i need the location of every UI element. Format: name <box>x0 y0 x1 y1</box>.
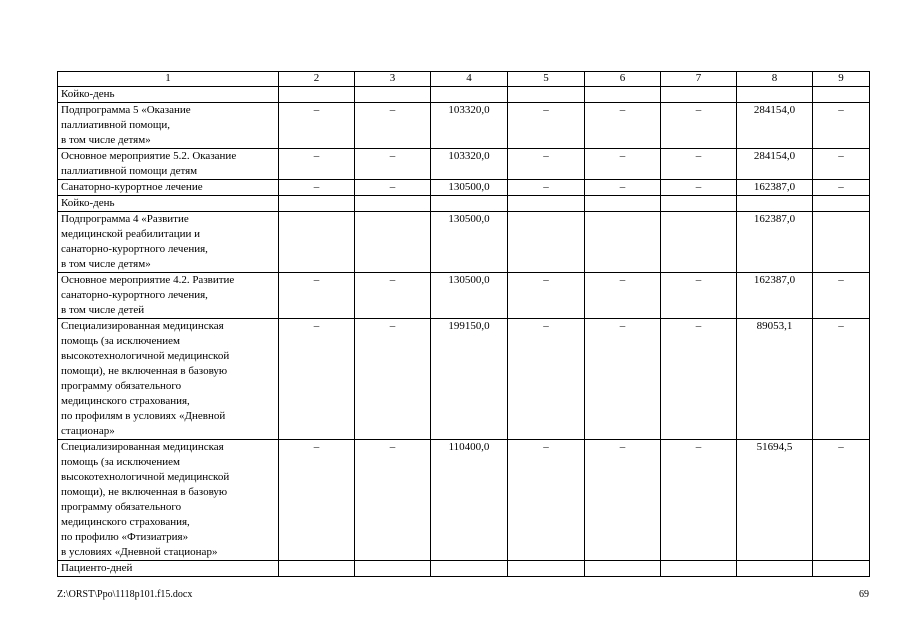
value-cell: 103320,0 <box>431 149 508 180</box>
table-row <box>58 212 870 273</box>
column-header-3: 3 <box>355 72 431 87</box>
value-cell: – <box>661 149 737 180</box>
footer-page-number: 69 <box>859 589 869 600</box>
value-cell: – <box>279 149 355 180</box>
value-cell: – <box>508 273 585 319</box>
value-cell: – <box>508 440 585 561</box>
value-cell: – <box>813 440 870 561</box>
value-cell: – <box>661 103 737 149</box>
value-cell: 110400,0 <box>431 440 508 561</box>
table-row <box>58 180 870 196</box>
table-row <box>58 273 870 319</box>
value-cell: – <box>279 180 355 196</box>
value-cell: 51694,5 <box>737 440 813 561</box>
value-cell: 162387,0 <box>737 273 813 319</box>
value-cell <box>508 212 585 273</box>
value-cell <box>585 196 661 212</box>
value-cell <box>431 561 508 577</box>
value-cell: – <box>279 103 355 149</box>
column-header-5: 5 <box>508 72 585 87</box>
row-label-cell: Специализированная медицинская помощь (за исключением высокотехнологичной медицинской помощи), не включенная в базовую программу обязательного медицинского страхования, по профилям в условиях «Дневной стационар» <box>58 319 279 440</box>
value-cell: – <box>585 180 661 196</box>
value-cell <box>813 561 870 577</box>
value-cell <box>431 87 508 103</box>
value-cell <box>355 87 431 103</box>
value-cell: – <box>661 440 737 561</box>
value-cell <box>585 87 661 103</box>
column-header-2: 2 <box>279 72 355 87</box>
row-label-cell: Основное мероприятие 5.2. Оказание паллиативной помощи детям <box>58 149 279 180</box>
row-label-cell: Койко-день <box>58 196 279 212</box>
table-row <box>58 440 870 561</box>
value-cell: – <box>508 180 585 196</box>
footer-file-path: Z:\ORST\Ppo\1118p101.f15.docx <box>57 589 193 600</box>
value-cell <box>737 561 813 577</box>
value-cell <box>737 87 813 103</box>
value-cell: – <box>355 149 431 180</box>
row-label-cell: Специализированная медицинская помощь (за исключением высокотехнологичной медицинской помощи), не включенная в базовую программу обязательного медицинского страхования, по профилю «Фтизиатрия» в условиях «Дневной стационар» <box>58 440 279 561</box>
table-body <box>58 87 870 577</box>
value-cell <box>431 196 508 212</box>
table-row <box>58 87 870 103</box>
value-cell: – <box>508 149 585 180</box>
value-cell: 162387,0 <box>737 180 813 196</box>
value-cell: – <box>585 273 661 319</box>
value-cell: 162387,0 <box>737 212 813 273</box>
value-cell <box>661 87 737 103</box>
table-row <box>58 149 870 180</box>
table-row <box>58 561 870 577</box>
row-label-cell: Пациенто-дней <box>58 561 279 577</box>
value-cell: – <box>813 319 870 440</box>
value-cell: – <box>661 180 737 196</box>
value-cell <box>355 561 431 577</box>
value-cell <box>355 196 431 212</box>
value-cell <box>813 212 870 273</box>
value-cell: 199150,0 <box>431 319 508 440</box>
column-header-9: 9 <box>813 72 870 87</box>
column-header-6: 6 <box>585 72 661 87</box>
value-cell <box>661 212 737 273</box>
value-cell: 130500,0 <box>431 273 508 319</box>
value-cell: 130500,0 <box>431 212 508 273</box>
value-cell: – <box>813 273 870 319</box>
row-label-cell: Койко-день <box>58 87 279 103</box>
value-cell: – <box>661 319 737 440</box>
row-label-cell: Санаторно-курортное лечение <box>58 180 279 196</box>
value-cell: – <box>279 319 355 440</box>
value-cell <box>279 87 355 103</box>
value-cell <box>508 561 585 577</box>
value-cell <box>355 212 431 273</box>
table-row <box>58 319 870 440</box>
value-cell <box>585 561 661 577</box>
value-cell <box>737 196 813 212</box>
column-header-8: 8 <box>737 72 813 87</box>
value-cell: – <box>585 149 661 180</box>
value-cell: – <box>355 103 431 149</box>
table-row <box>58 103 870 149</box>
value-cell <box>661 196 737 212</box>
value-cell: – <box>813 180 870 196</box>
value-cell: 103320,0 <box>431 103 508 149</box>
data-table <box>57 71 870 577</box>
value-cell: – <box>279 273 355 319</box>
value-cell: – <box>355 440 431 561</box>
table-row <box>58 196 870 212</box>
value-cell: – <box>813 103 870 149</box>
value-cell: – <box>585 440 661 561</box>
column-header-4: 4 <box>431 72 508 87</box>
value-cell: – <box>585 319 661 440</box>
header-row <box>58 72 870 87</box>
value-cell: – <box>508 103 585 149</box>
value-cell <box>279 561 355 577</box>
value-cell: 130500,0 <box>431 180 508 196</box>
column-header-1: 1 <box>58 72 279 87</box>
value-cell: – <box>279 440 355 561</box>
value-cell: 284154,0 <box>737 103 813 149</box>
value-cell <box>813 87 870 103</box>
row-label-cell: Основное мероприятие 4.2. Развитие санаторно-курортного лечения, в том числе детей <box>58 273 279 319</box>
value-cell: 89053,1 <box>737 319 813 440</box>
value-cell <box>661 561 737 577</box>
row-label-cell: Подпрограмма 5 «Оказание паллиативной помощи, в том числе детям» <box>58 103 279 149</box>
value-cell <box>508 87 585 103</box>
value-cell: – <box>585 103 661 149</box>
value-cell <box>279 196 355 212</box>
value-cell <box>813 196 870 212</box>
value-cell: – <box>661 273 737 319</box>
value-cell: – <box>813 149 870 180</box>
value-cell: – <box>355 180 431 196</box>
value-cell: – <box>355 319 431 440</box>
value-cell <box>585 212 661 273</box>
value-cell: 284154,0 <box>737 149 813 180</box>
value-cell <box>279 212 355 273</box>
value-cell <box>508 196 585 212</box>
column-header-7: 7 <box>661 72 737 87</box>
value-cell: – <box>355 273 431 319</box>
row-label-cell: Подпрограмма 4 «Развитие медицинской реабилитации и санаторно-курортного лечения, в том числе детям» <box>58 212 279 273</box>
value-cell: – <box>508 319 585 440</box>
